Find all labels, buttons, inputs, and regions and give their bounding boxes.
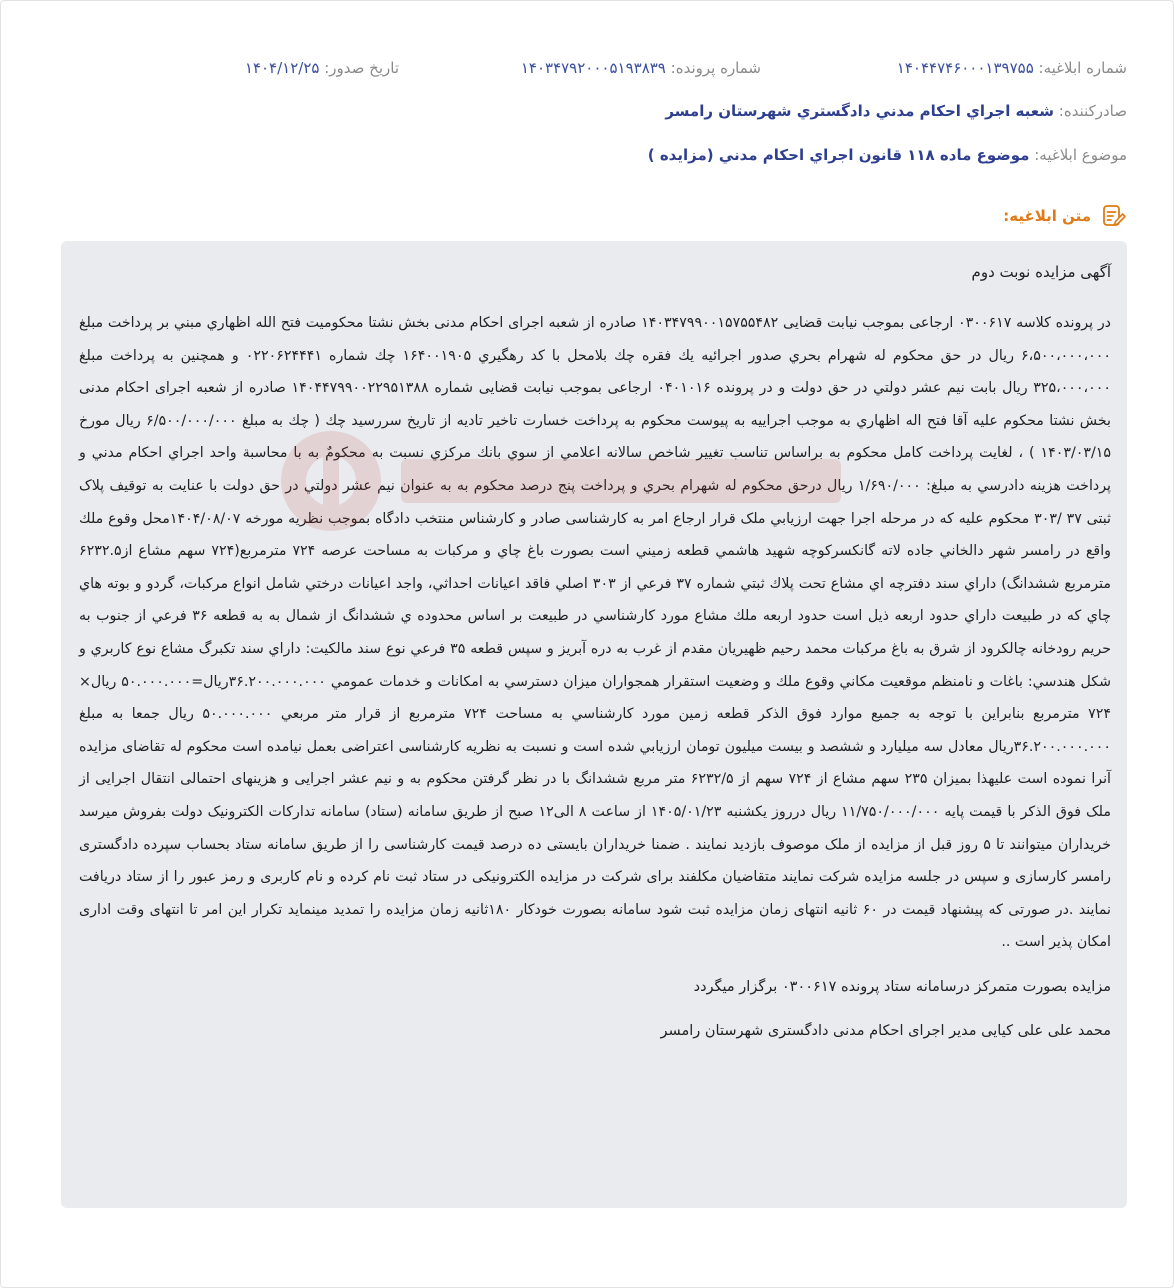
- subject-line: [47, 146, 1127, 164]
- subject-value: موضوع ماده ۱۱۸ قانون اجراي احكام مدني (مزايده ): [647, 146, 1030, 164]
- notice-body: در پرونده کلاسه ۰۳۰۰۶۱۷ ارجاعی بموجب نیابت قضایی ۱۴۰۳۴۷۹۹۰۰۱۵۷۵۵۴۸۲ صادره از شعبه اجرای احکام مدنی بخش نشتا محکومیت فتح الله اظهاري مبني بر پرداخت مبلغ ۶،۵۰۰،۰۰۰،۰۰۰ ريال در حق محكوم له شهرام بحري صدور اجرائيه يك فقره چك بلامحل با كد رهگيري ۱۶۴۰۰۱۹۰۵ چك شماره ۰۲۲۰۶۲۴۴۴۱ و همچنین به پرداخت مبلغ ۳۲۵،۰۰۰،۰۰۰ ریال بابت نیم عشر دولتي در حق دولت و در پرونده ۰۴۰۱۰۱۶ ارجاعی بموجب نیابت قضایی شماره ۱۴۰۴۴۷۹۹۰۰۲۲۹۵۱۳۸۸ صادره از شعبه اجرای احکام مدنی بخش نشتا محکوم علیه آقا فتح اله اظهاري به موجب اجراييه به پيوست محكوم به پرداخت خسارت تاخير تاديه از تاريخ سررسيد چك ( چك به مبلغ ۶/۵۰۰/۰۰۰/۰۰۰ ريال مورخ ۱۴۰۳/۰۳/۱۵ ) ، لغايت پرداخت كامل محكوم به براساس تناسب تغيير شاخص سالانه اعلامي از سوي بانك مركزي نسبت به محكومٌ به با محاسبة واحد اجراي احكام مدني و پرداخت هزينه دادرسي به مبلغ: ۱/۶۹۰/۰۰۰ ريال درحق محكوم له شهرام بحري و پرداخت پنج درصد محكوم به به عنوان نيم عشر دولتي در حق دولت با عنایت به توقیف پلاک ثبتی ۳۷ /۳۰۳ محکوم علیه که در مرحله اجرا جهت ارزيابي ملک قرار ارجاع امر به کارشناسی صادر و کارشناس منتخب دادگاه بموجب نظريه مورخه ۱۴۰۴/۰۸/۰۷محل وقوع ملك واقع در رامسر شهر دالخاني جاده لاته گانكسركوچه شهيد هاشمي قطعه زميني است بصورت باغ چاي و مركبات به مساحت عرصه ۷۲۴ مترمربع(۷۲۴ سهم مشاع از۶۲۳۲.۵ مترمربع ششدانگ) داراي سند دفترچه اي مشاع تحت پلاك ثبتي شماره ۳۷ فرعي از ۳۰۳ اصلي فاقد اعيانات احداثي، واجد اعيانات درختي شامل انواع مركبات، گردو و بوته هاي چاي كه در طبيعت داراي حدود اربعه ذيل است حدود اربعه ملك مشاع مورد كارشناسي در طبيعت بر اساس محدوده ي ششدانگ از شمال به به قطعه ۳۶ فرعي از جنوب به حريم رودخانه چالكرود از شرق به باغ مركبات محمد رحيم ظهيريان مقدم از غرب به دره آبريز و سپس قطعه ۳۵ فرعي نوع سند مالكيت: داراي سند تكبرگ مشاع نوع كاربري و شكل هندسي: باغات و نامنظم موقعيت مكاني وقوع ملك و وضعيت استقرار همجواران ميزان دسترسي به امكانات و خدمات عمومي ۳۶.۲۰۰.۰۰۰.۰۰۰ريال=۵۰.۰۰۰.۰۰۰ ريال× ۷۲۴ مترمربع بنابراين با توجه به جميع موارد فوق الذكر قطعه زمين مورد كارشناسي به مساحت ۷۲۴ مترمربع از قرار متر مربعي ۵۰.۰۰۰.۰۰۰ ريال جمعا به مبلغ ۳۶.۲۰۰.۰۰۰.۰۰۰ريال معادل سه ميليارد و ششصد و بيست ميليون تومان ارزيابي شده است و نسبت به نظریه کارشناسی اعتراضی بعمل نیامده است محکوم له تقاضای مزایده آنرا نموده است علیهذا بمیزان ۲۳۵ سهم مشاع از ۷۲۴ سهم از ۶۲۳۲/۵ متر مربع ششدانگ با در نظر گرفتن محکوم به و نیم عشر اجرایی و هزینهای احتمالی انتقال اجرایی از ملک فوق الذکر با قیمت پایه ۱۱/۷۵۰/۰۰۰/۰۰۰ ریال درروز یکشنبه ۱۴۰۵/۰۱/۲۳ از ساعت ۸ الی۱۲ صبح از طریق سامانه (ستاد) سامانه تدارکات الکترونیک دولت بفروش میرسد خریداران میتوانند تا ۵ روز قبل از مزایده از ملک موصوف بازدید نمایند . ضمنا خریداران بایستی ده درصد قیمت کارشناسی را از طریق سامانه ستاد بحساب سپرده دادگستری رامسر کارسازی و سپس در جلسه مزایده شرکت نمایند متقاضیان مکلفند برای شرکت در مزایده الکترونیکی در ستاد ثبت نام کرده و نام کاربری و رمز عبور را از ستاد دریافت نمایند .در صورتی که پیشنهاد قیمت در ۶۰ ثانیه انتهای زمان مزایده ثبت شود سامانه بصورت خودکار ۱۸۰ثانیه زمان مزایده را تمدید مینماید تکرار این امر تا انتهای وقت اداری امکان پذیر است ..: [79, 315, 1112, 951]
- notice-closing: مزایده بصورت متمرکز درسامانه ستاد پرونده ۰۳۰۰۶۱۷ برگزار میگردد: [693, 978, 1111, 995]
- section-title: متن ابلاغیه:: [1003, 207, 1091, 225]
- notice-number: [897, 59, 1127, 77]
- issuer-line: [47, 102, 1127, 120]
- issue-date-value: ۱۴۰۴/۱۲/۲۵: [244, 59, 320, 77]
- notice-title: آگهی مزایده نوبت دوم: [971, 263, 1111, 281]
- notice-text-heading: [1003, 201, 1127, 231]
- issue-date: [245, 59, 399, 77]
- notice-number-label: شماره ابلاغیه:: [1038, 59, 1127, 77]
- notice-signer: محمد علی علی کیایی مدیر اجرای احکام مدنی دادگستری شهرستان رامسر: [660, 1022, 1111, 1039]
- issuer-label: صادرکننده:: [1058, 102, 1127, 120]
- case-number: [521, 59, 761, 77]
- issue-date-label: تاریخ صدور:: [324, 59, 399, 77]
- notice-number-value: ۱۴۰۴۴۷۴۶۰۰۰۱۳۹۷۵۵: [896, 59, 1034, 77]
- notice-meta-row: [47, 59, 1127, 83]
- subject-label: موضوع ابلاغیه:: [1034, 146, 1127, 164]
- notice-text-box: [61, 241, 1127, 1208]
- case-number-value: ۱۴۰۳۴۷۹۲۰۰۰۵۱۹۳۸۳۹: [520, 59, 666, 77]
- issuer-value: شعبه اجراي احكام مدني دادگستري شهرستان رامسر: [665, 102, 1054, 120]
- document-edit-icon: [1101, 203, 1127, 229]
- case-number-label: شماره پرونده:: [670, 59, 761, 77]
